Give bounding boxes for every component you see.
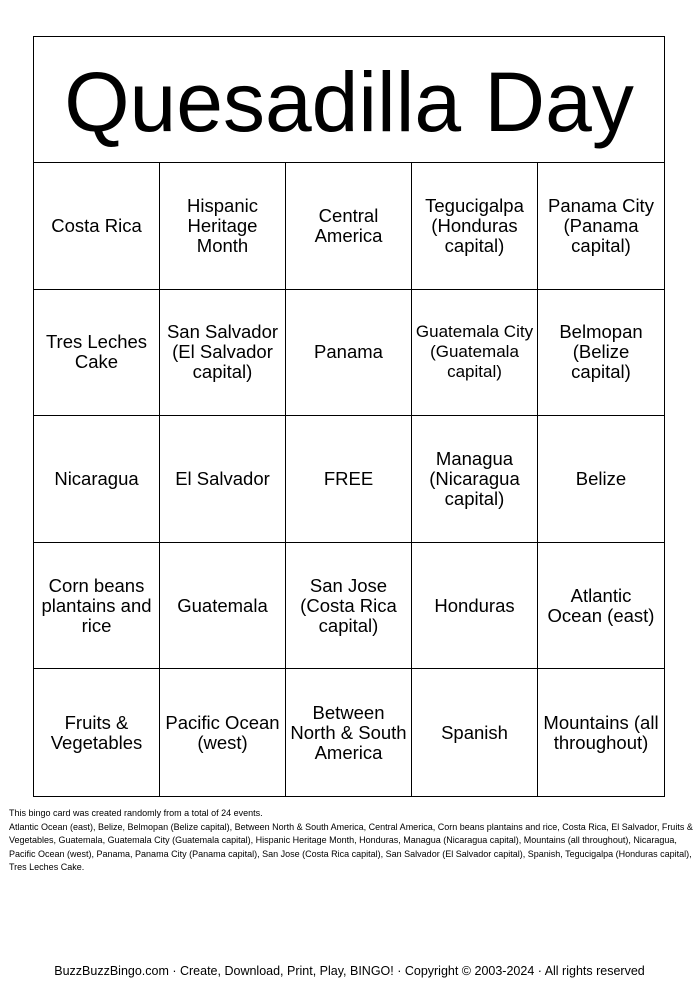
bingo-cell: El Salvador (160, 416, 286, 543)
bingo-cell: Central America (286, 163, 412, 290)
bingo-cell: Fruits & Vegetables (34, 669, 160, 796)
bingo-cell: Hispanic Heritage Month (160, 163, 286, 290)
bingo-cell: San Jose (Costa Rica capital) (286, 543, 412, 670)
bingo-cell: Guatemala City (Guatemala capital) (412, 290, 538, 417)
free-space-cell: FREE (286, 416, 412, 543)
info-summary: This bingo card was created randomly from a total of 24 events. (9, 808, 263, 818)
bingo-cell: Belmopan (Belize capital) (538, 290, 664, 417)
bingo-cell: San Salvador (El Salvador capital) (160, 290, 286, 417)
bingo-cell: Between North & South America (286, 669, 412, 796)
bingo-cell: Managua (Nicaragua capital) (412, 416, 538, 543)
bingo-cell: Panama City (Panama capital) (538, 163, 664, 290)
info-event-list: Atlantic Ocean (east), Belize, Belmopan (Belize capital), Between North & South America, Central America, Corn beans plantains and rice, Costa Rica, El Salvador, Fruits & Vegetables, Guatemala, Guatemala City (Guatemala capital), Hispanic Heritage Month, Honduras, Managua (Nicaragua capital), Mountains (all throughout), Nicaragua, Pacific Ocean (west), Panama, Panama City (Panama capital), San Jose (Costa Rica capital), San Salvador (El Salvador capital), Spanish, Tegucigalpa (Honduras capital), Tres Leches Cake. (9, 821, 693, 872)
bingo-cell: Nicaragua (34, 416, 160, 543)
card-title: Quesadilla Day (34, 37, 664, 163)
page-footer: BuzzBuzzBingo.com · Create, Download, Print, Play, BINGO! · Copyright © 2003-2024 · All rights reserved (54, 964, 645, 978)
bingo-grid (34, 163, 664, 796)
bingo-cell: Honduras (412, 543, 538, 670)
bingo-cell: Pacific Ocean (west) (160, 669, 286, 796)
bingo-cell: Belize (538, 416, 664, 543)
bingo-cell: Panama (286, 290, 412, 417)
bingo-cell: Mountains (all throughout) (543, 711, 659, 753)
bingo-cell: Guatemala (160, 543, 286, 670)
bingo-cell: Costa Rica (34, 163, 160, 290)
bingo-cell: Corn beans plantains and rice (34, 543, 160, 670)
bingo-cell: Spanish (412, 669, 538, 796)
bingo-cell: Atlantic Ocean (east) (538, 543, 664, 670)
card-info (9, 807, 694, 875)
bingo-card (33, 36, 665, 797)
bingo-cell: Tegucigalpa (Honduras capital) (412, 163, 538, 290)
bingo-cell: Tres Leches Cake (34, 290, 160, 417)
